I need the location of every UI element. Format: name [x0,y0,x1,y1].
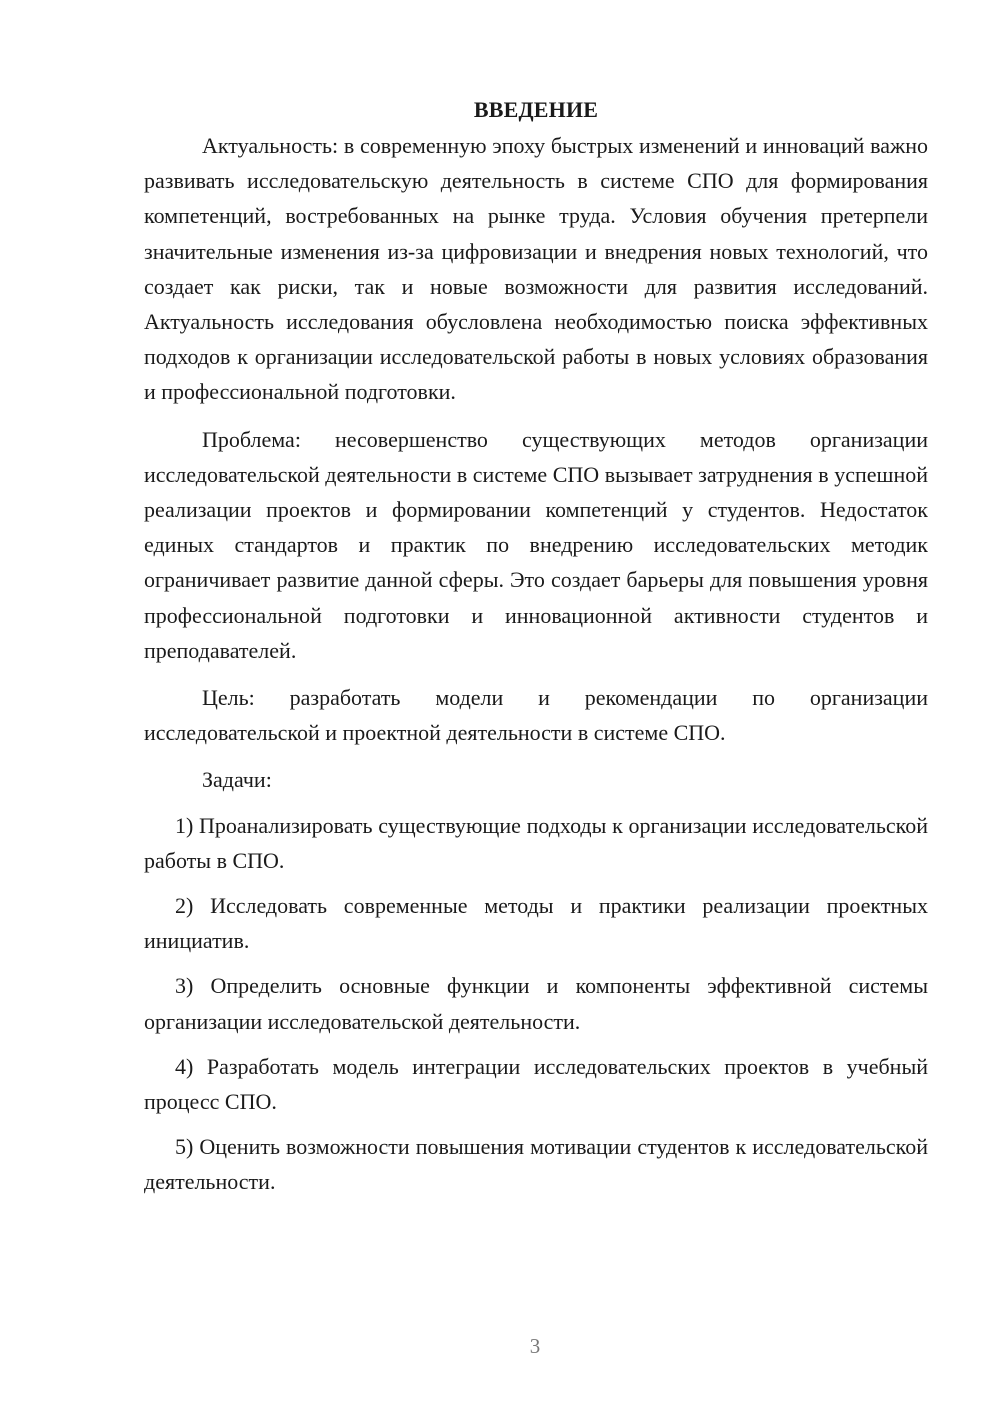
tasks-label: Задачи: [202,767,272,793]
page-number: 3 [529,1334,541,1358]
document-page [144,92,928,1200]
task-item: 4) Разработать модель интеграции исследовательских проектов в учебный процесс СПО. [144,1053,928,1115]
relevance-paragraph: Актуальность: в современную эпоху быстрых изменений и инноваций важно развивать исследовательскую деятельность в системе СПО для формирования компетенций, востребованных на рынке труда. Условия обучения претерпели значительные изменения из-за цифровизации и внедрения новых технологий, что создает как риски, так и новые возможности для развития исследований. Актуальность исследования обусловлена необходимостью поиска эффективных подходов к организации исследовательской работы в новых условиях образования и профессиональной подготовки. [144,133,928,405]
task-item: 3) Определить основные функции и компоненты эффективной системы организации исследовательской деятельности. [144,973,928,1034]
tasks-list [144,808,928,1200]
task-item: 1) Проанализировать существующие подходы к организации исследовательской работы в СПО. [144,812,928,873]
section-heading: ВВЕДЕНИЕ [473,97,599,122]
problem-paragraph: Проблема: несовершенство существующих методов организации исследовательской деятельности в системе СПО вызывает затруднения в успешной реализации проектов и формировании компетенций у студентов. Недостаток единых стандартов и практик по внедрению исследовательских методик ограничивает развитие данной сферы. Это создает барьеры для повышения уровня профессиональной подготовки и инновационной активности студентов и преподавателей. [144,426,928,663]
task-item: 2) Исследовать современные методы и практики реализации проектных инициатив. [144,893,928,954]
task-item: 5) Оценить возможности повышения мотивации студентов к исследовательской деятельности. [144,1134,928,1195]
goal-paragraph: Цель: разработать модели и рекомендации по организации исследовательской и проектной деятельности в системе СПО. [144,685,928,746]
